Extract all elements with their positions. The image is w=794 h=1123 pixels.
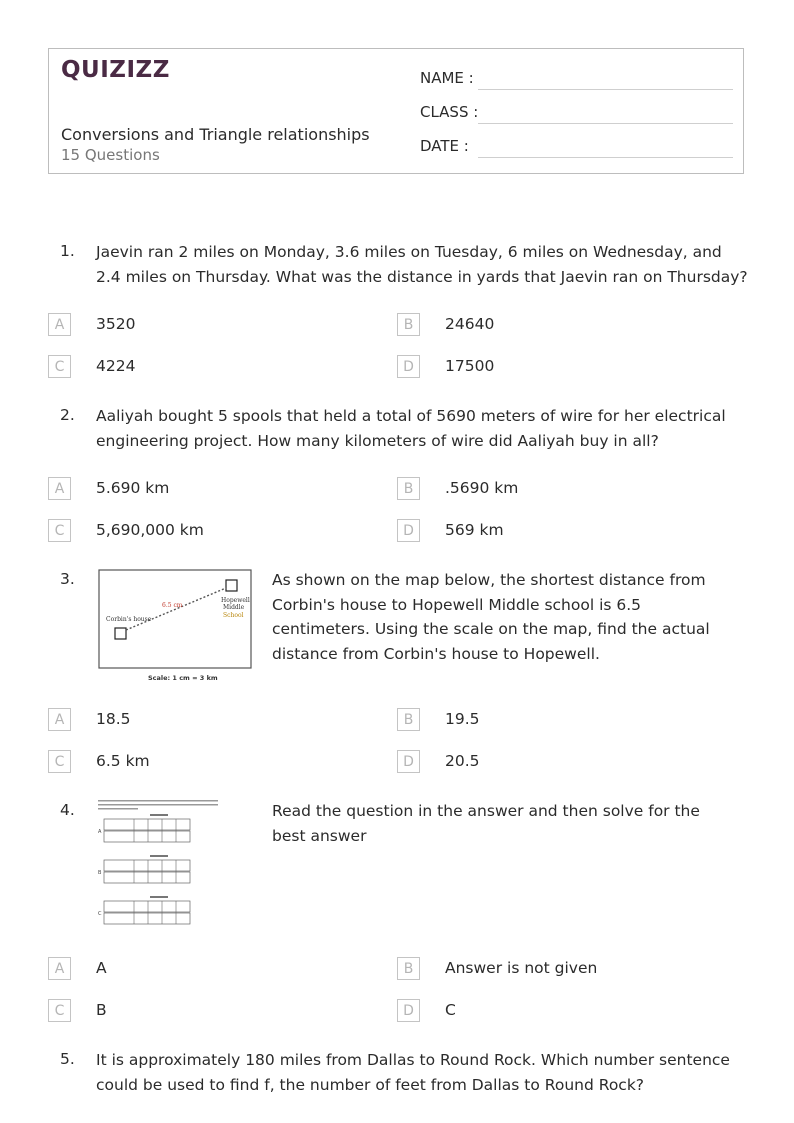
question-count: 15 Questions [61,146,160,164]
option-text: 3520 [96,315,136,333]
distance-label: 6.5 cm [162,602,183,609]
option-text: 6.5 km [96,752,150,770]
option-box[interactable]: A [48,708,71,731]
map-image [96,568,256,686]
option-box[interactable]: A [48,477,71,500]
option-text: A [96,959,107,977]
school-label: Middle [223,604,245,611]
question-text: Jaevin ran 2 miles on Monday, 3.6 miles on Tuesday, 6 miles on Wednesday, and 2.4 miles on Thursday. What was the distance in yards that Jaevin ran on Thursday? [96,243,748,286]
question-number: 1. [60,242,75,260]
option-text: 569 km [445,521,504,539]
option-box[interactable]: D [397,355,420,378]
scale-label: Scale: 1 cm = 3 km [148,674,218,682]
option-text: 18.5 [96,710,131,728]
option-box[interactable]: C [48,355,71,378]
option-box[interactable]: B [397,708,420,731]
option-box[interactable]: A [48,957,71,980]
class-label: CLASS : [420,103,479,121]
worksheet-title: Conversions and Triangle relationships [61,125,370,144]
name-label: NAME : [420,69,474,87]
option-text: 17500 [445,357,495,375]
table-c-marker: C [98,911,102,917]
school-label: School [223,612,244,619]
option-box[interactable]: D [397,750,420,773]
quizizz-logo: QUIZIZZ [61,57,170,83]
question-number: 5. [60,1050,75,1068]
option-box[interactable]: C [48,750,71,773]
option-box[interactable]: A [48,313,71,336]
option-text: 4224 [96,357,136,375]
table-a-marker: A [98,829,102,835]
option-box[interactable]: B [397,957,420,980]
option-text: .5690 km [445,479,519,497]
option-box[interactable]: D [397,519,420,542]
question-number: 3. [60,570,75,588]
name-field[interactable] [478,89,733,90]
question-text: As shown on the map below, the shortest distance from Corbin's house to Hopewell Middle school is 6.5 centimeters. Using the scale on the map, find the actual distance from Corbin's house to Hopewell. [272,571,710,663]
question-text: It is approximately 180 miles from Dallas to Round Rock. Which number sentence could be used to find f, the number of feet from Dallas to Round Rock? [96,1051,730,1094]
option-text: C [445,1001,456,1019]
option-text: 24640 [445,315,495,333]
option-text: 5.690 km [96,479,170,497]
table-image [98,800,220,930]
school-label: Hopewell [221,597,250,604]
option-text: Answer is not given [445,959,598,977]
house-label: Corbin's house [106,616,152,623]
worksheet-header [48,48,744,174]
question-text: Aaliyah bought 5 spools that held a total of 5690 meters of wire for her electrical engineering project. How many kilometers of wire did Aaliyah buy in all? [96,407,726,450]
option-box[interactable]: D [397,999,420,1022]
option-text: B [96,1001,107,1019]
option-text: 5,690,000 km [96,521,204,539]
option-box[interactable]: B [397,477,420,500]
option-text: 20.5 [445,752,480,770]
table-b-marker: B [98,870,102,876]
option-box[interactable]: C [48,999,71,1022]
option-box[interactable]: B [397,313,420,336]
question-text: Read the question in the answer and then solve for the best answer [272,802,700,845]
class-field[interactable] [478,123,733,124]
question-number: 2. [60,406,75,424]
question-number: 4. [60,801,75,819]
option-box[interactable]: C [48,519,71,542]
date-field[interactable] [478,157,733,158]
date-label: DATE : [420,137,469,155]
option-text: 19.5 [445,710,480,728]
